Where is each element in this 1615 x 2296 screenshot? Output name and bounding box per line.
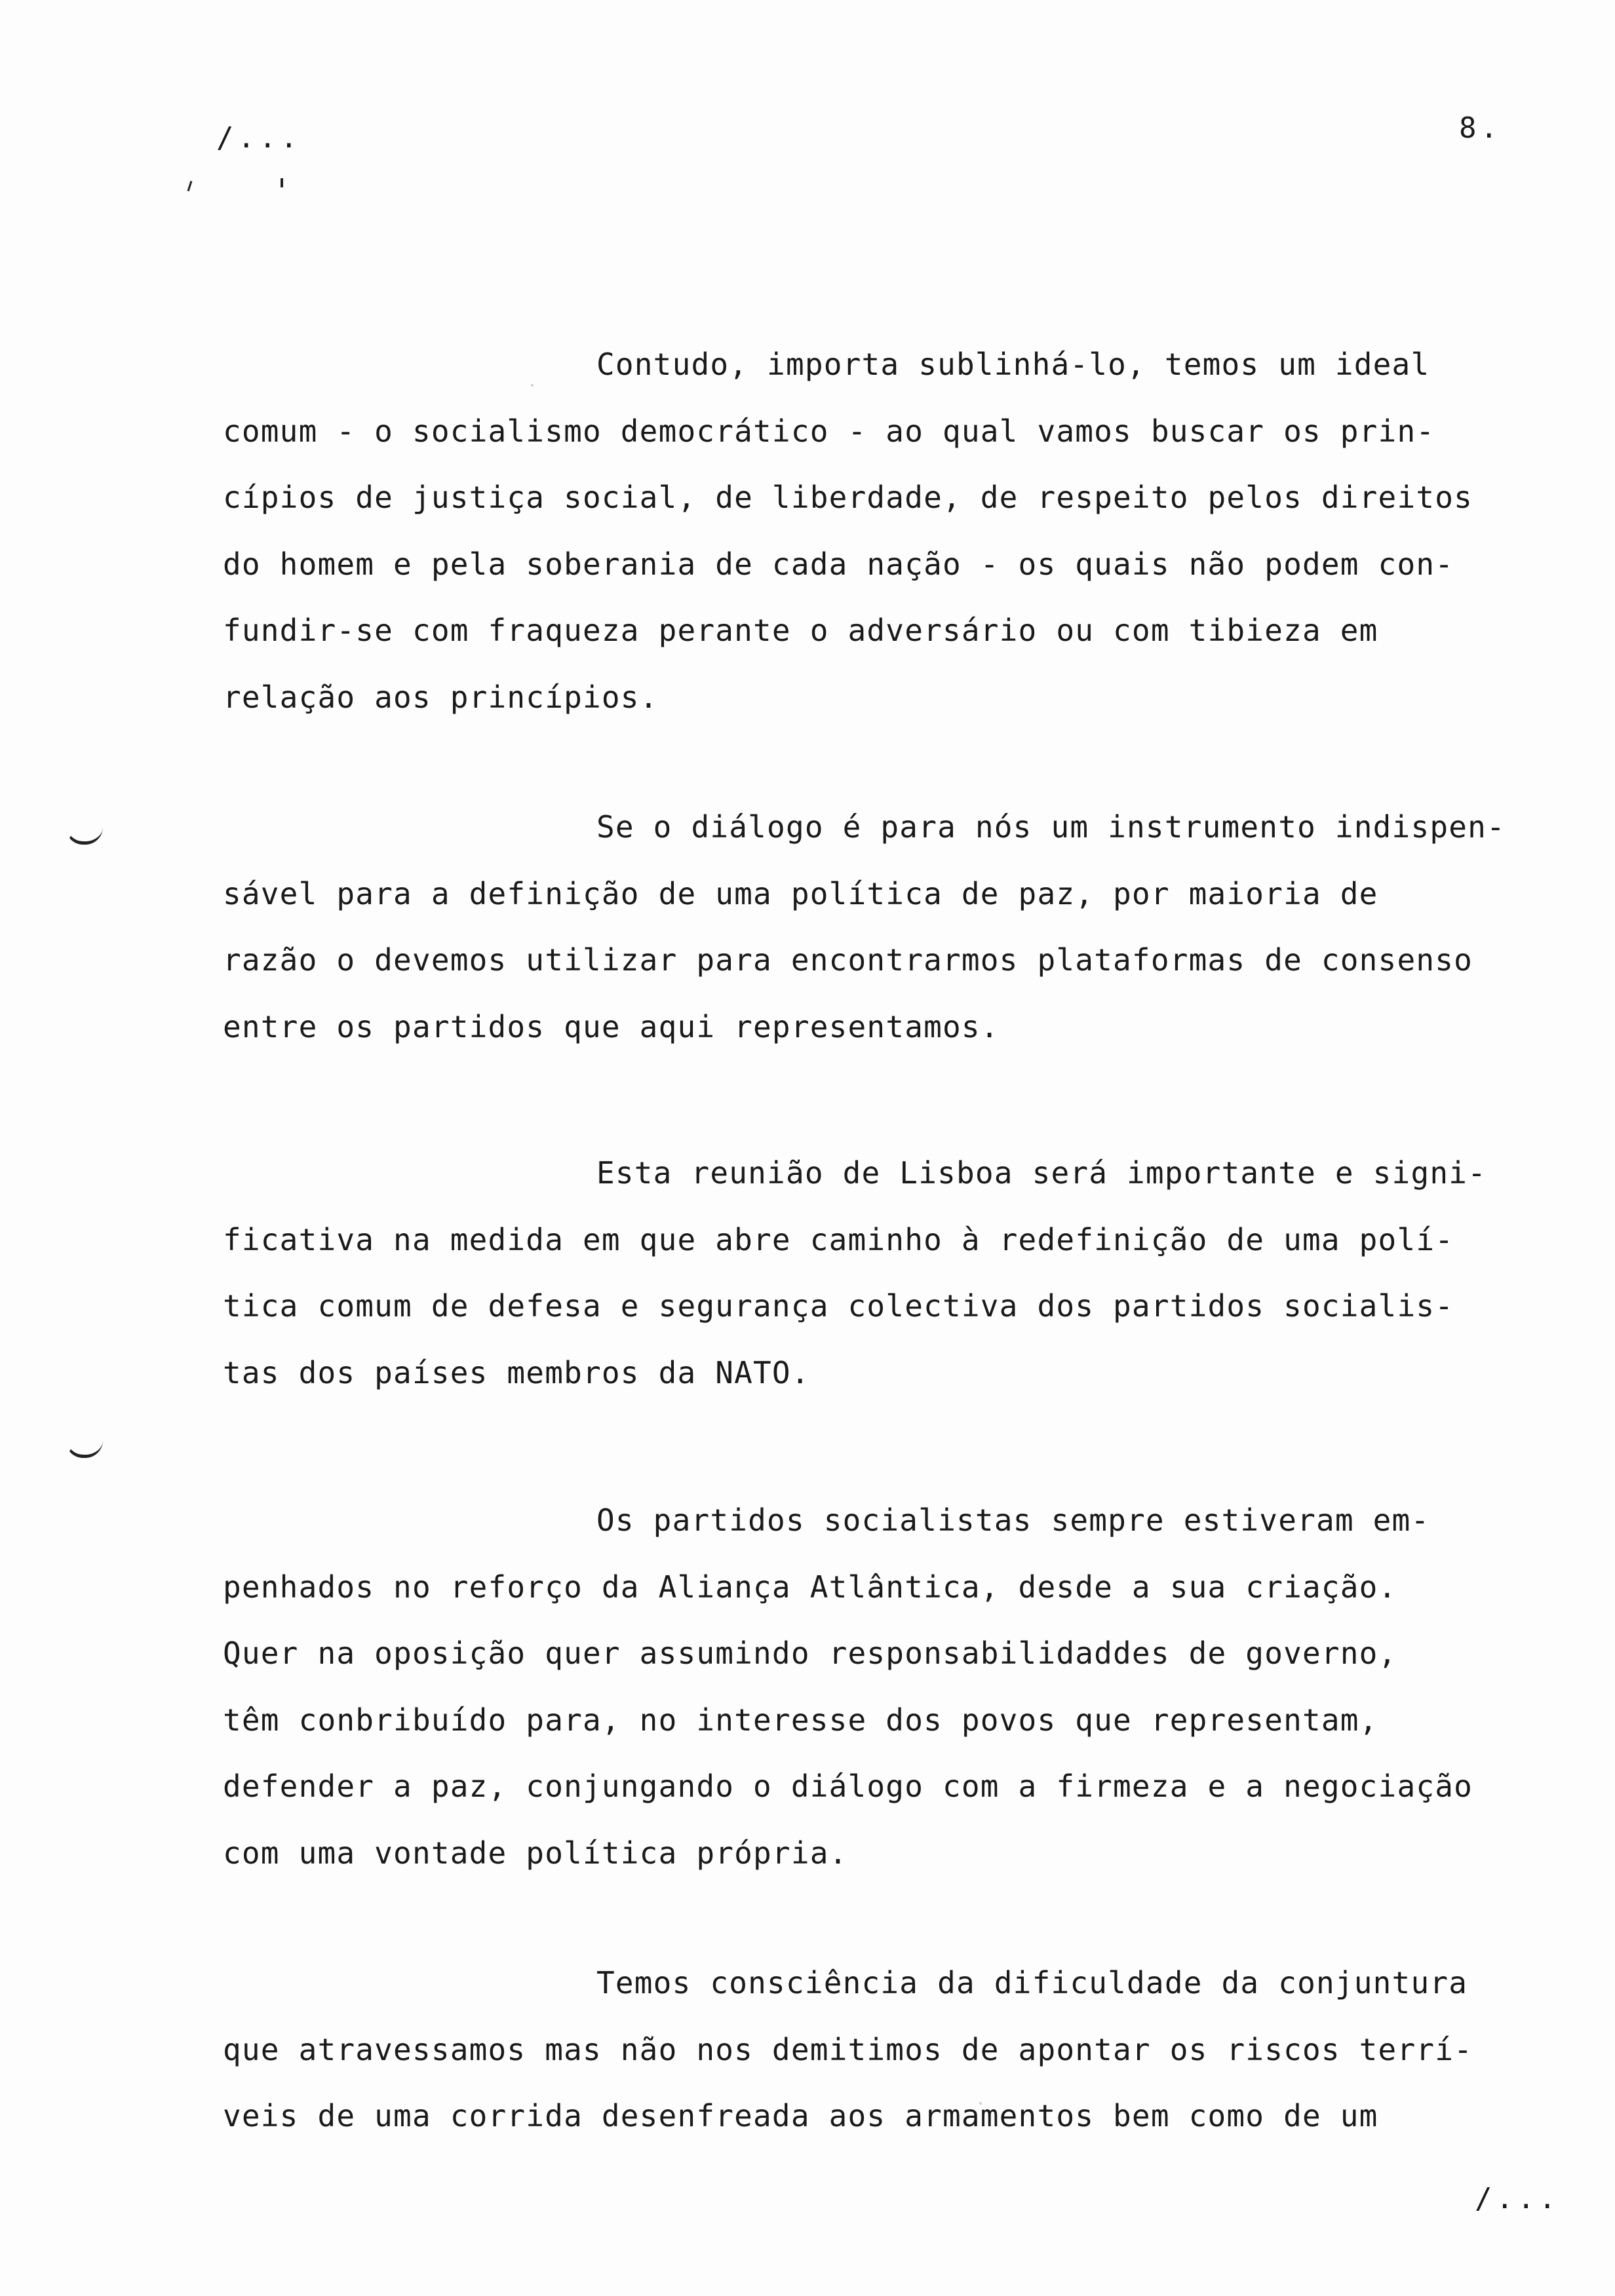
header-continuation-mark: /... [216,121,302,155]
paragraph-line: Quer na oposição quer assumindo responsabilidaddes de governo, [223,1636,1397,1671]
paragraph-line: Esta reunião de Lisboa será importante e signi- [596,1155,1487,1191]
paragraph-line: relação aos princípios. [223,679,659,715]
paragraph-line: penhados no reforço da Aliança Atlântica, desde a sua criação. [223,1569,1397,1605]
paragraph-line: Contudo, importa sublinhá-lo, temos um ideal [596,347,1430,382]
paragraph-2 [223,794,1527,1060]
paragraph-line: fundir-se com fraqueza perante o adversário ou com tibieza em [223,613,1378,648]
paragraph-line: com uma vontade política própria. [223,1835,848,1871]
paragraph-4 [223,1487,1527,1886]
paragraph-line: tas dos países membros da NATO. [223,1354,810,1390]
paragraph-line: comum - o socialismo democrático - ao qual vamos buscar os prin- [223,413,1435,449]
paragraph-line: defender a paz, conjungando o diálogo com a firmeza e a negociação [223,1769,1473,1804]
paragraph-line: Se o diálogo é para nós um instrumento indispen- [596,809,1506,845]
paragraph-line: tica comum de defesa e segurança colectiva dos partidos socialis- [223,1288,1454,1324]
margin-check-mark [66,1440,103,1458]
paragraph-line: que atravessamos mas não nos demitimos de apontar os riscos terrí- [223,2031,1473,2067]
paragraph-line: cípios de justiça social, de liberdade, de respeito pelos direitos [223,480,1473,515]
paragraph-line: do homem e pela soberania de cada nação - os quais não podem con- [223,546,1454,582]
paragraph-line: Os partidos socialistas sempre estiveram em- [596,1502,1430,1538]
page-number: 8. [1459,111,1502,145]
paragraph-line: Temos consciência da dificuldade da conjuntura [596,1965,1468,2000]
paragraph-3 [223,1140,1527,1406]
paragraph-line: entre os partidos que aqui representamos. [223,1008,1000,1044]
paragraph-line: ficativa na medida em que abre caminho à redefinição de uma polí- [223,1221,1454,1257]
paragraph-line: veis de uma corrida desenfreada aos armamentos bem como de um [223,2098,1378,2133]
paragraph-line: sável para a definição de uma política de paz, por maioria de [223,875,1378,911]
stray-mark [187,181,193,191]
footer-continuation-mark: /... [1475,2182,1560,2215]
paragraph-line: têm conbribuído para, no interesse dos povos que representam, [223,1702,1378,1738]
margin-check-mark [66,827,103,845]
stray-mark [281,178,283,187]
paragraph-line: razão o devemos utilizar para encontrarmos plataformas de consenso [223,942,1473,978]
paragraph-1 [223,332,1527,731]
paragraph-5 [223,1950,1527,2150]
